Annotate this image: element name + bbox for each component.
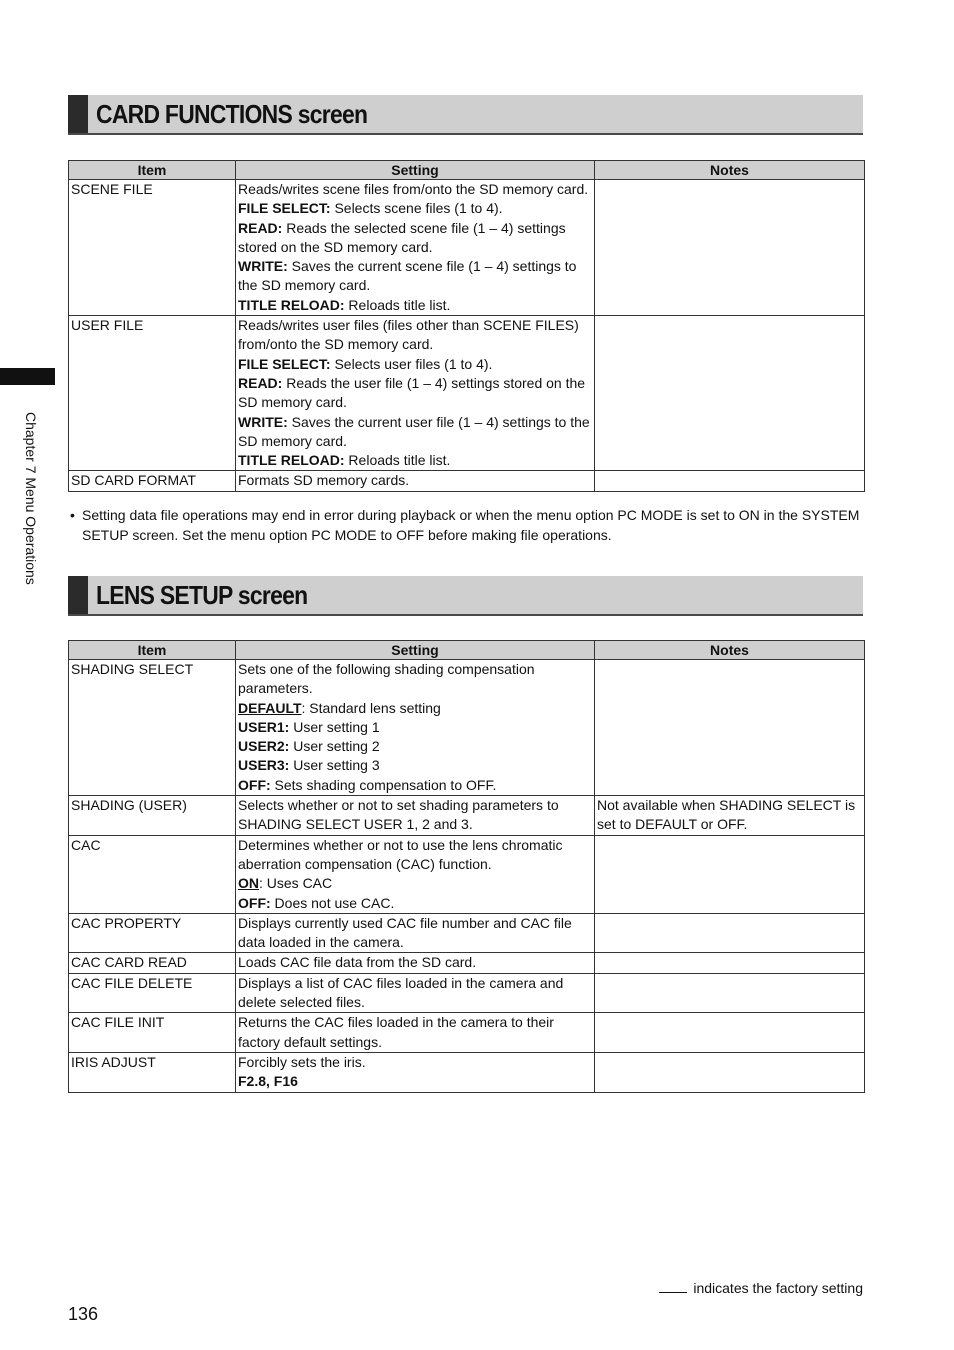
notes-cell	[595, 180, 865, 316]
setting-cell	[236, 316, 595, 471]
setting-line	[238, 451, 592, 470]
option-key: READ:	[238, 374, 283, 391]
card-functions-note	[70, 506, 860, 545]
notes-cell	[595, 913, 865, 953]
option-key: FILE SELECT:	[238, 200, 331, 217]
table-row	[69, 796, 865, 836]
setting-line	[238, 296, 592, 315]
setting-cell	[236, 660, 595, 796]
setting-line	[238, 914, 592, 953]
header-item: Item	[69, 161, 236, 180]
setting-line	[238, 699, 592, 718]
setting-text: Reads the selected scene file (1 – 4) settings stored on the SD memory card.	[238, 219, 566, 255]
lens-setup-title: LENS SETUP screen	[96, 580, 308, 610]
notes-cell: Not available when SHADING SELECT is set to DEFAULT or OFF.	[595, 796, 865, 836]
notes-cell	[595, 316, 865, 471]
item-cell: CAC CARD READ	[69, 953, 236, 973]
option-key: OFF:	[238, 894, 271, 911]
notes-cell	[595, 1052, 865, 1092]
card-functions-table	[68, 160, 865, 492]
header-setting: Setting	[236, 641, 595, 660]
setting-text: Sets one of the following shading compensation parameters.	[238, 661, 535, 697]
lens-setup-header	[68, 576, 863, 616]
setting-cell	[236, 796, 595, 836]
setting-cell	[236, 471, 595, 491]
setting-text: Selects whether or not to set shading parameters to SHADING SELECT USER 1, 2 and 3.	[238, 797, 559, 833]
factory-setting-legend	[659, 1280, 863, 1296]
option-key: FILE SELECT:	[238, 355, 331, 372]
setting-line	[238, 199, 592, 218]
page-number: 136	[68, 1304, 99, 1324]
setting-line	[238, 1053, 592, 1072]
notes-cell	[595, 953, 865, 973]
setting-cell	[236, 953, 595, 973]
factory-default-option: ON	[238, 875, 259, 892]
header-notes: Notes	[595, 161, 865, 180]
setting-line	[238, 953, 592, 972]
setting-line	[238, 180, 592, 199]
setting-cell	[236, 180, 595, 316]
notes-cell	[595, 835, 865, 913]
table-row	[69, 471, 865, 491]
table-row	[69, 180, 865, 316]
setting-line	[238, 413, 592, 452]
setting-line	[238, 257, 592, 296]
item-cell: SHADING (USER)	[69, 796, 236, 836]
setting-line	[238, 355, 592, 374]
header-setting: Setting	[236, 161, 595, 180]
setting-line	[238, 471, 592, 490]
setting-text: Returns the CAC files loaded in the camera to their factory default settings.	[238, 1014, 554, 1050]
setting-line	[238, 756, 592, 775]
table-row	[69, 1013, 865, 1053]
lens-setup-table	[68, 640, 865, 1093]
section-header-bar	[68, 576, 88, 614]
setting-text: Displays a list of CAC files loaded in the camera and delete selected files.	[238, 974, 564, 1011]
setting-text: User setting 3	[289, 757, 380, 774]
legend-text: indicates the factory setting	[693, 1280, 863, 1296]
setting-text: Reads/writes user files (files other than SCENE FILES) from/onto the SD memory card.	[238, 317, 579, 353]
option-key: F2.8, F16	[238, 1073, 298, 1090]
setting-text: Sets shading compensation to OFF.	[270, 776, 497, 793]
item-cell: CAC FILE INIT	[69, 1013, 236, 1053]
setting-line	[238, 836, 592, 875]
setting-line	[238, 219, 592, 258]
table-row	[69, 1052, 865, 1092]
setting-cell	[236, 835, 595, 913]
setting-text: Reloads title list.	[344, 452, 451, 469]
option-key: USER3:	[238, 757, 290, 774]
table-row	[69, 835, 865, 913]
setting-text: : Uses CAC	[259, 875, 333, 892]
item-cell: CAC PROPERTY	[69, 913, 236, 953]
notes-cell	[595, 660, 865, 796]
item-cell: SD CARD FORMAT	[69, 471, 236, 491]
table-row	[69, 316, 865, 471]
table-row	[69, 660, 865, 796]
setting-cell	[236, 1013, 595, 1053]
setting-text: User setting 2	[289, 738, 380, 755]
setting-line	[238, 737, 592, 756]
setting-text: Loads CAC file data from the SD card.	[238, 954, 477, 971]
setting-text: User setting 1	[289, 718, 380, 735]
setting-text: Displays currently used CAC file number and CAC file data loaded in the camera.	[238, 914, 572, 951]
setting-line	[238, 974, 592, 1013]
setting-line	[238, 374, 592, 413]
underline-sample	[659, 1292, 687, 1293]
item-cell: USER FILE	[69, 316, 236, 471]
card-functions-title: CARD FUNCTIONS screen	[96, 99, 368, 129]
setting-line	[238, 796, 592, 835]
table-header-row	[69, 161, 865, 180]
note-text: Setting data file operations may end in error during playback or when the menu option PC MODE is set to ON in the SYSTEM SETUP screen. Set the menu option PC MODE to OFF before making file operations.	[82, 507, 860, 543]
setting-text: Reads the user file (1 – 4) settings stored on the SD memory card.	[238, 374, 586, 411]
setting-text: Formats SD memory cards.	[238, 472, 410, 489]
setting-text: Selects user files (1 to 4).	[330, 355, 493, 372]
factory-default-option: DEFAULT	[238, 699, 302, 716]
item-cell: SCENE FILE	[69, 180, 236, 316]
setting-text: Saves the current user file (1 – 4) settings to the SD memory card.	[238, 413, 590, 449]
setting-cell	[236, 913, 595, 953]
notes-cell	[595, 1013, 865, 1053]
item-cell: CAC FILE DELETE	[69, 973, 236, 1013]
setting-text: : Standard lens setting	[301, 699, 441, 716]
setting-line	[238, 1072, 592, 1091]
chapter-tab-marker	[0, 368, 55, 385]
setting-text: Selects scene files (1 to 4).	[330, 200, 503, 217]
chapter-label: Chapter 7 Menu Operations	[23, 412, 39, 585]
option-key: WRITE:	[238, 258, 288, 275]
option-key: TITLE RELOAD:	[238, 296, 345, 313]
header-notes: Notes	[595, 641, 865, 660]
setting-text: Saves the current scene file (1 – 4) settings to the SD memory card.	[238, 258, 577, 294]
setting-text: Reads/writes scene files from/onto the SD memory card.	[238, 181, 589, 197]
table-row	[69, 973, 865, 1013]
card-functions-header	[68, 95, 863, 135]
option-key: OFF:	[238, 776, 271, 793]
setting-text: Determines whether or not to use the lens chromatic aberration compensation (CAC) function.	[238, 836, 563, 872]
option-key: WRITE:	[238, 413, 288, 430]
setting-text: Forcibly sets the iris.	[238, 1053, 366, 1070]
bullet-icon: •	[70, 507, 75, 523]
option-key: USER1:	[238, 718, 290, 735]
header-item: Item	[69, 641, 236, 660]
setting-cell	[236, 1052, 595, 1092]
setting-line	[238, 874, 592, 893]
setting-text: Reloads title list.	[344, 296, 451, 313]
option-key: USER2:	[238, 738, 290, 755]
section-header-bar	[68, 95, 88, 133]
setting-line	[238, 894, 592, 913]
option-key: READ:	[238, 219, 283, 236]
item-cell: CAC	[69, 835, 236, 913]
table-row	[69, 953, 865, 973]
item-cell: SHADING SELECT	[69, 660, 236, 796]
setting-line	[238, 660, 592, 699]
setting-line	[238, 776, 592, 795]
notes-cell	[595, 973, 865, 1013]
setting-line	[238, 718, 592, 737]
notes-cell	[595, 471, 865, 491]
setting-line	[238, 316, 592, 355]
setting-line	[238, 1013, 592, 1052]
setting-text: Does not use CAC.	[270, 894, 395, 911]
table-row	[69, 913, 865, 953]
table-header-row	[69, 641, 865, 660]
option-key: TITLE RELOAD:	[238, 452, 345, 469]
setting-cell	[236, 973, 595, 1013]
item-cell: IRIS ADJUST	[69, 1052, 236, 1092]
